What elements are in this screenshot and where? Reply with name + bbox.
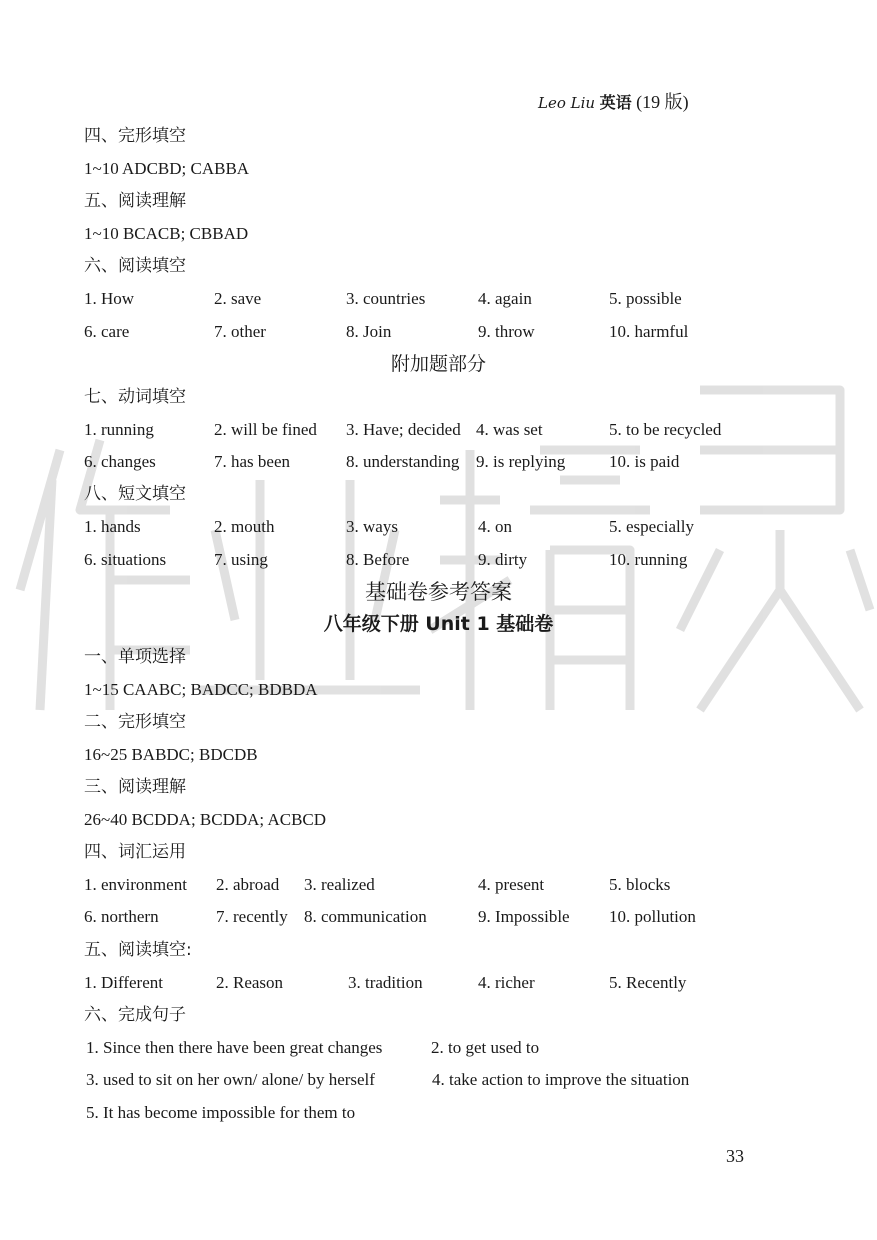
answer-item: 4. richer <box>478 973 535 992</box>
answer-item: 9. Impossible <box>478 907 570 926</box>
answer-item: 3. tradition <box>348 973 423 992</box>
answer-item: 1. running <box>84 420 154 439</box>
answer-row <box>0 1036 877 1060</box>
section-heading-reading: 三、阅读理解 <box>84 777 186 797</box>
answer-item: 6. changes <box>84 452 156 471</box>
answer-item: 10. pollution <box>609 907 696 926</box>
answer-item: 10. harmful <box>609 322 689 341</box>
answer-item: 2. mouth <box>214 517 275 536</box>
answer-item: 1. How <box>84 289 135 308</box>
answer-item: 1. hands <box>84 517 141 536</box>
answer-row <box>0 971 877 995</box>
multiple-choice-answers: 1~15 CAABC; BADCC; BDBDA <box>84 680 318 699</box>
page-header <box>538 88 689 114</box>
answer-item: 9. throw <box>478 322 535 341</box>
answer-item: 6. care <box>84 322 130 341</box>
section-heading-complete-sentences: 六、完成句子 <box>84 1005 186 1025</box>
answer-item: 7. has been <box>214 452 291 471</box>
answer-item: 3. Have; decided <box>346 420 461 439</box>
page-number: 33 <box>726 1146 744 1166</box>
answer-item: 2. Reason <box>216 973 284 992</box>
answer-item: 9. is replying <box>476 452 566 471</box>
answer-row <box>0 418 877 442</box>
answer-item: 1. Since then there have been great changes <box>86 1038 383 1057</box>
answer-item: 5. to be recycled <box>609 420 722 439</box>
brand-subject: 英语 <box>599 93 632 112</box>
answer-item: 10. running <box>609 550 688 569</box>
answer-item: 4. was set <box>476 420 543 439</box>
answer-item: 10. is paid <box>609 452 680 471</box>
answer-item: 7. other <box>214 322 266 341</box>
answer-item: 2. abroad <box>216 875 280 894</box>
answer-row <box>0 548 877 572</box>
section-heading-verb-fill: 七、动词填空 <box>84 387 186 407</box>
answer-item: 3. used to sit on her own/ alone/ by herself <box>86 1070 375 1089</box>
section-heading-passage-fill: 八、短文填空 <box>84 484 186 504</box>
answer-item: 6. situations <box>84 550 167 569</box>
answer-item: 8. communication <box>304 907 427 926</box>
cloze-answers: 16~25 BABDC; BDCDB <box>84 745 258 764</box>
basic-answers-title: 基础卷参考答案 <box>365 580 512 604</box>
answer-item: 8. Before <box>346 550 410 569</box>
section-heading-cloze: 四、完形填空 <box>84 126 186 146</box>
answer-item: 8. understanding <box>346 452 460 471</box>
answer-item: 4. on <box>478 517 512 536</box>
answer-row <box>0 1101 877 1125</box>
answer-item: 7. recently <box>216 907 288 926</box>
answer-item: 9. dirty <box>478 550 528 569</box>
section-heading-vocabulary: 四、词汇运用 <box>84 842 186 862</box>
answer-item: 5. It has become impossible for them to <box>86 1103 356 1122</box>
answer-item: 7. using <box>214 550 268 569</box>
section-heading-reading-fill: 六、阅读填空 <box>84 256 186 276</box>
brand-name: Leo Liu <box>538 94 596 112</box>
answer-row <box>0 287 877 311</box>
answer-row <box>0 1068 877 1092</box>
answer-item: 5. possible <box>609 289 682 308</box>
edition-label: (19 版) <box>636 92 689 112</box>
reading-answers: 26~40 BCDDA; BCDDA; ACBCD <box>84 810 327 829</box>
section-heading-reading-fill: 五、阅读填空: <box>84 940 192 960</box>
answer-row <box>0 873 877 897</box>
answer-item: 3. countries <box>346 289 426 308</box>
answer-item: 2. save <box>214 289 262 308</box>
answer-item: 2. will be fined <box>214 420 317 439</box>
answer-item: 1. environment <box>84 875 187 894</box>
answer-item: 5. especially <box>609 517 694 536</box>
section-heading-cloze: 二、完形填空 <box>84 712 186 732</box>
answer-row <box>0 905 877 929</box>
section-heading-multiple-choice: 一、单项选择 <box>84 647 186 667</box>
answer-item: 4. take action to improve the situation <box>432 1070 690 1089</box>
answer-item: 1. Different <box>84 973 163 992</box>
extra-questions-title: 附加题部分 <box>390 353 486 375</box>
answer-item: 4. present <box>478 875 545 894</box>
answer-row <box>0 450 877 474</box>
answer-item: 6. northern <box>84 907 159 926</box>
cloze-answers: 1~10 ADCBD; CABBA <box>84 159 250 178</box>
reading-answers: 1~10 BCACB; CBBAD <box>84 224 249 243</box>
section-heading-reading: 五、阅读理解 <box>84 191 186 211</box>
answer-row <box>0 320 877 344</box>
answer-item: 2. to get used to <box>431 1038 540 1057</box>
basic-unit-subtitle: 八年级下册 Unit 1 基础卷 <box>323 613 554 635</box>
answer-item: 3. ways <box>346 517 398 536</box>
answer-item: 8. Join <box>346 322 392 341</box>
answer-item: 5. Recently <box>609 973 687 992</box>
answer-item: 4. again <box>478 289 532 308</box>
answer-item: 5. blocks <box>609 875 671 894</box>
answer-item: 3. realized <box>304 875 375 894</box>
answer-row <box>0 515 877 539</box>
